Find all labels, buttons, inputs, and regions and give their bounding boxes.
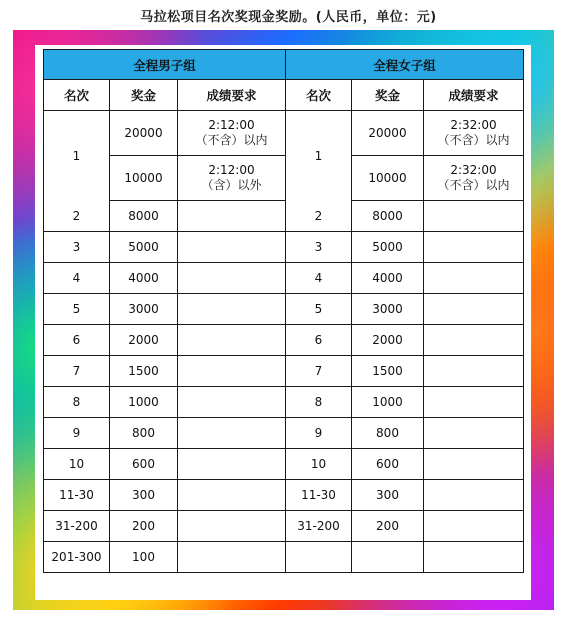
men-prize-cell: 600 (110, 449, 178, 480)
colorful-frame-background (13, 30, 554, 610)
men-prize-cell: 800 (110, 418, 178, 449)
req-time: 2:12:00 (208, 118, 255, 132)
men-rank-cell: 3 (44, 232, 110, 263)
table-row (44, 294, 524, 325)
men-requirement-cell (178, 511, 286, 542)
page-title: 马拉松项目名次奖现金奖励。(人民币，单位：元) (140, 10, 437, 25)
women-rank-cell: 6 (286, 325, 352, 356)
men-rank-cell: 1 (44, 111, 110, 201)
men-prize-cell: 20000 (110, 111, 178, 156)
women-requirement-cell (424, 263, 524, 294)
women-requirement-cell (424, 232, 524, 263)
req-time: 2:12:00 (208, 163, 255, 177)
req-time: 2:32:00 (450, 163, 497, 177)
men-rank-cell: 5 (44, 294, 110, 325)
men-prize-cell: 2000 (110, 325, 178, 356)
table-row (44, 156, 524, 201)
table-row (44, 263, 524, 294)
men-rank-cell: 11-30 (44, 480, 110, 511)
men-rank-cell: 31-200 (44, 511, 110, 542)
men-prize-cell: 3000 (110, 294, 178, 325)
men-rank-cell: 10 (44, 449, 110, 480)
men-prize-cell: 100 (110, 542, 178, 573)
men-rank-header: 名次 (44, 80, 110, 111)
table-row (44, 325, 524, 356)
req-note: （含）以外 (201, 178, 262, 192)
women-requirement-cell (424, 356, 524, 387)
women-requirement-cell (424, 111, 524, 156)
women-rank-cell: 3 (286, 232, 352, 263)
req-time: 2:32:00 (450, 118, 497, 132)
men-requirement-cell (178, 542, 286, 573)
men-requirement-cell (178, 263, 286, 294)
men-requirement-cell (178, 111, 286, 156)
women-requirement-cell (424, 480, 524, 511)
women-prize-cell (352, 542, 424, 573)
men-prize-header: 奖金 (110, 80, 178, 111)
men-rank-cell: 7 (44, 356, 110, 387)
women-rank-cell: 5 (286, 294, 352, 325)
women-requirement-cell (424, 325, 524, 356)
women-prize-cell: 5000 (352, 232, 424, 263)
table-row (44, 111, 524, 156)
women-rank-cell: 10 (286, 449, 352, 480)
men-rank-cell: 9 (44, 418, 110, 449)
men-requirement-cell (178, 418, 286, 449)
men-requirement-cell (178, 480, 286, 511)
table-row (44, 232, 524, 263)
women-prize-cell: 1500 (352, 356, 424, 387)
req-note: （不含）以内 (437, 133, 510, 147)
women-prize-cell: 200 (352, 511, 424, 542)
women-requirement-cell (424, 511, 524, 542)
men-prize-cell: 300 (110, 480, 178, 511)
table-row (44, 480, 524, 511)
men-requirement-cell (178, 356, 286, 387)
women-rank-cell (286, 542, 352, 573)
men-requirement-cell (178, 325, 286, 356)
men-prize-cell: 5000 (110, 232, 178, 263)
table-row (44, 511, 524, 542)
men-group-header: 全程男子组 (44, 50, 286, 80)
men-requirement-cell (178, 449, 286, 480)
men-requirement-cell (178, 387, 286, 418)
women-prize-cell: 300 (352, 480, 424, 511)
table-row (44, 418, 524, 449)
women-rank-cell: 1 (286, 111, 352, 201)
women-prize-cell: 4000 (352, 263, 424, 294)
women-requirement-cell (424, 294, 524, 325)
women-prize-cell: 1000 (352, 387, 424, 418)
women-rank-cell: 4 (286, 263, 352, 294)
men-prize-cell: 4000 (110, 263, 178, 294)
women-prize-cell: 600 (352, 449, 424, 480)
women-requirement-cell (424, 449, 524, 480)
table-row (44, 449, 524, 480)
table-row (44, 201, 524, 232)
women-prize-cell: 10000 (352, 156, 424, 201)
women-rank-cell: 8 (286, 387, 352, 418)
women-prize-cell: 20000 (352, 111, 424, 156)
women-rank-cell: 11-30 (286, 480, 352, 511)
women-rank-cell: 7 (286, 356, 352, 387)
women-prize-cell: 2000 (352, 325, 424, 356)
men-rank-cell: 4 (44, 263, 110, 294)
women-rank-cell: 31-200 (286, 511, 352, 542)
table-panel (35, 45, 531, 600)
women-rank-header: 名次 (286, 80, 352, 111)
women-requirement-header: 成绩要求 (424, 80, 524, 111)
men-prize-cell: 1500 (110, 356, 178, 387)
men-rank-cell: 2 (44, 201, 110, 232)
table-row (44, 542, 524, 573)
men-requirement-cell (178, 201, 286, 232)
women-requirement-cell (424, 387, 524, 418)
men-requirement-header: 成绩要求 (178, 80, 286, 111)
women-rank-cell: 9 (286, 418, 352, 449)
women-group-header: 全程女子组 (286, 50, 524, 80)
req-note: （不含）以内 (195, 133, 268, 147)
table-row (44, 387, 524, 418)
men-requirement-cell (178, 156, 286, 201)
women-prize-cell: 3000 (352, 294, 424, 325)
women-prize-cell: 8000 (352, 201, 424, 232)
women-prize-cell: 800 (352, 418, 424, 449)
table-row (44, 356, 524, 387)
men-rank-cell: 8 (44, 387, 110, 418)
men-requirement-cell (178, 232, 286, 263)
men-prize-cell: 200 (110, 511, 178, 542)
women-prize-header: 奖金 (352, 80, 424, 111)
men-rank-cell: 201-300 (44, 542, 110, 573)
req-note: （不含）以内 (437, 178, 510, 192)
men-prize-cell: 8000 (110, 201, 178, 232)
women-requirement-cell (424, 418, 524, 449)
men-requirement-cell (178, 294, 286, 325)
women-rank-cell: 2 (286, 201, 352, 232)
men-rank-cell: 6 (44, 325, 110, 356)
women-requirement-cell (424, 201, 524, 232)
men-prize-cell: 10000 (110, 156, 178, 201)
ranking-rows (44, 201, 524, 573)
men-prize-cell: 1000 (110, 387, 178, 418)
women-requirement-cell (424, 542, 524, 573)
women-requirement-cell (424, 156, 524, 201)
prize-table (43, 49, 524, 573)
